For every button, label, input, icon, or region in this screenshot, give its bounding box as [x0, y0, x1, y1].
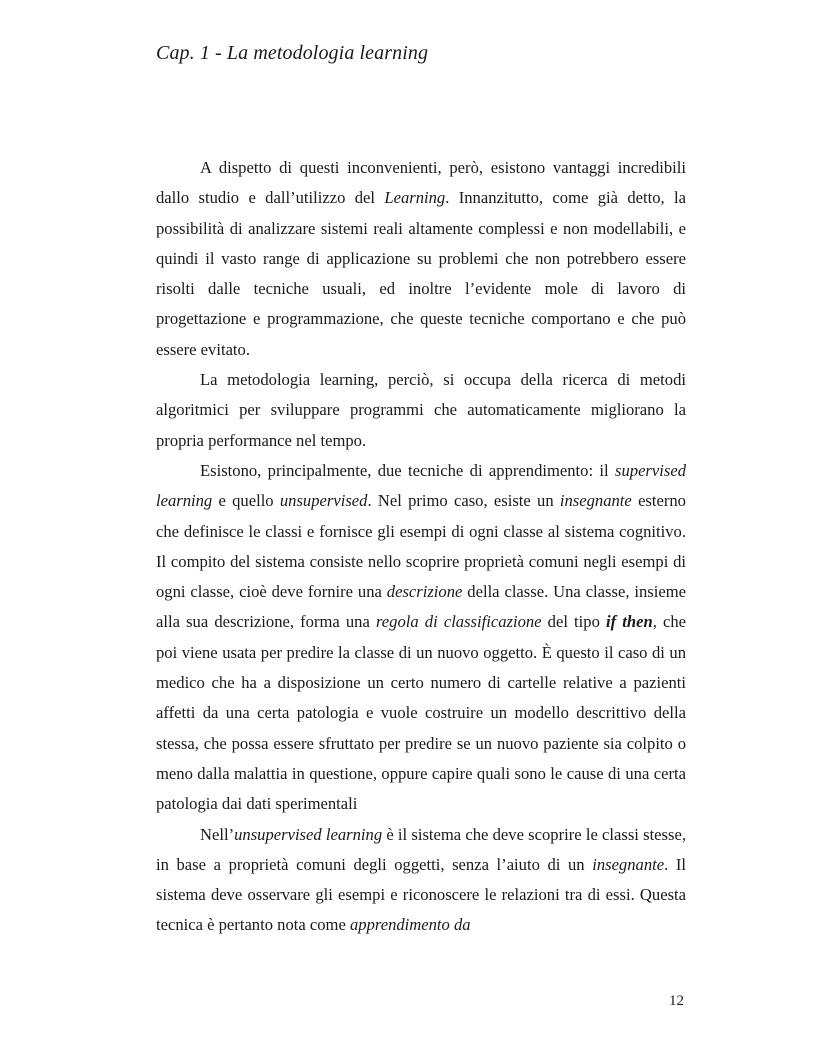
- text-run: è il sistema che deve scoprire le classi stesse, in base a proprietà comuni degli oggetti, senza l’aiuto di un: [156, 824, 686, 874]
- emphasis-apprendimento-da: apprendimento da: [349, 915, 471, 935]
- text-run: esterno che definisce le classi e fornisce gli esempi di ogni classe al sistema cognitivo. Il compito del sistema consiste nello scoprire proprietà comuni negli esempi di ogni classe, cioè deve fornire una: [156, 491, 686, 602]
- emphasis-learning: Learning: [384, 188, 446, 208]
- text-run: A dispetto di questi inconvenienti, però, esistono vantaggi incredibili dallo studio e dall’utilizzo del: [156, 158, 686, 208]
- text-run: Nell’: [200, 824, 235, 844]
- paragraph-3: [156, 456, 686, 820]
- running-header: Cap. 1 - La metodologia learning: [156, 42, 429, 64]
- text-run: del tipo: [541, 612, 606, 632]
- paragraph-4: [156, 820, 686, 941]
- text-run: Esistono, principalmente, due tecniche di apprendimento: il: [200, 460, 616, 480]
- emphasis-insegnante: insegnante: [559, 491, 632, 511]
- emphasis-descrizione: descrizione: [386, 582, 463, 602]
- text-run: , che poi viene usata per predire la classe di un nuovo oggetto. È questo il caso di un medico che ha a disposizione un certo numero di cartelle relative a pazienti affetti da una certa patologia e vuole costruire un modello descrittivo della stessa, che possa essere sfruttato per predire se un nuovo paziente sia colpito o meno dalla malattia in questione, oppure capire quali sono le cause di una certa patologia dai dati sperimentali: [156, 612, 686, 814]
- text-run: della classe. Una classe, insieme alla sua descrizione, forma una: [156, 582, 686, 632]
- emphasis-regola-di-classificazione: regola di classificazione: [375, 612, 542, 632]
- emphasis-insegnante: insegnante: [592, 854, 665, 874]
- emphasis-supervised-learning: supervised learning: [156, 460, 686, 511]
- text-run: La metodologia learning, perciò, si occupa della ricerca di metodi algoritmici per sviluppare programmi che automaticamente migliorano la propria performance nel tempo.: [156, 370, 686, 450]
- text-run: . Nel primo caso, esiste un: [367, 491, 560, 511]
- emphasis-unsupervised: unsupervised: [279, 491, 368, 511]
- body-text: [156, 153, 686, 941]
- text-run: . Innanzitutto, come già detto, la possibilità di analizzare sistemi reali altamente complessi e non modellabili, e quindi il vasto range di applicazione su problemi che non potrebbero essere risolti dalle tecniche usuali, ed inoltre l’evidente mole di lavoro di progettazione e programmazione, che queste tecniche comportano e che può essere evitato.: [156, 188, 686, 359]
- emphasis-unsupervised-learning: unsupervised learning: [234, 824, 383, 844]
- text-run: e quello: [212, 491, 280, 511]
- paragraph-2: [156, 365, 686, 456]
- emphasis-if-then: if then: [606, 612, 653, 632]
- page-number: 12: [669, 993, 684, 1009]
- text-run: . Il sistema deve osservare gli esempi e riconoscere le relazioni tra di essi. Questa tecnica è pertanto nota come: [156, 854, 687, 935]
- paragraph-1: [156, 153, 686, 365]
